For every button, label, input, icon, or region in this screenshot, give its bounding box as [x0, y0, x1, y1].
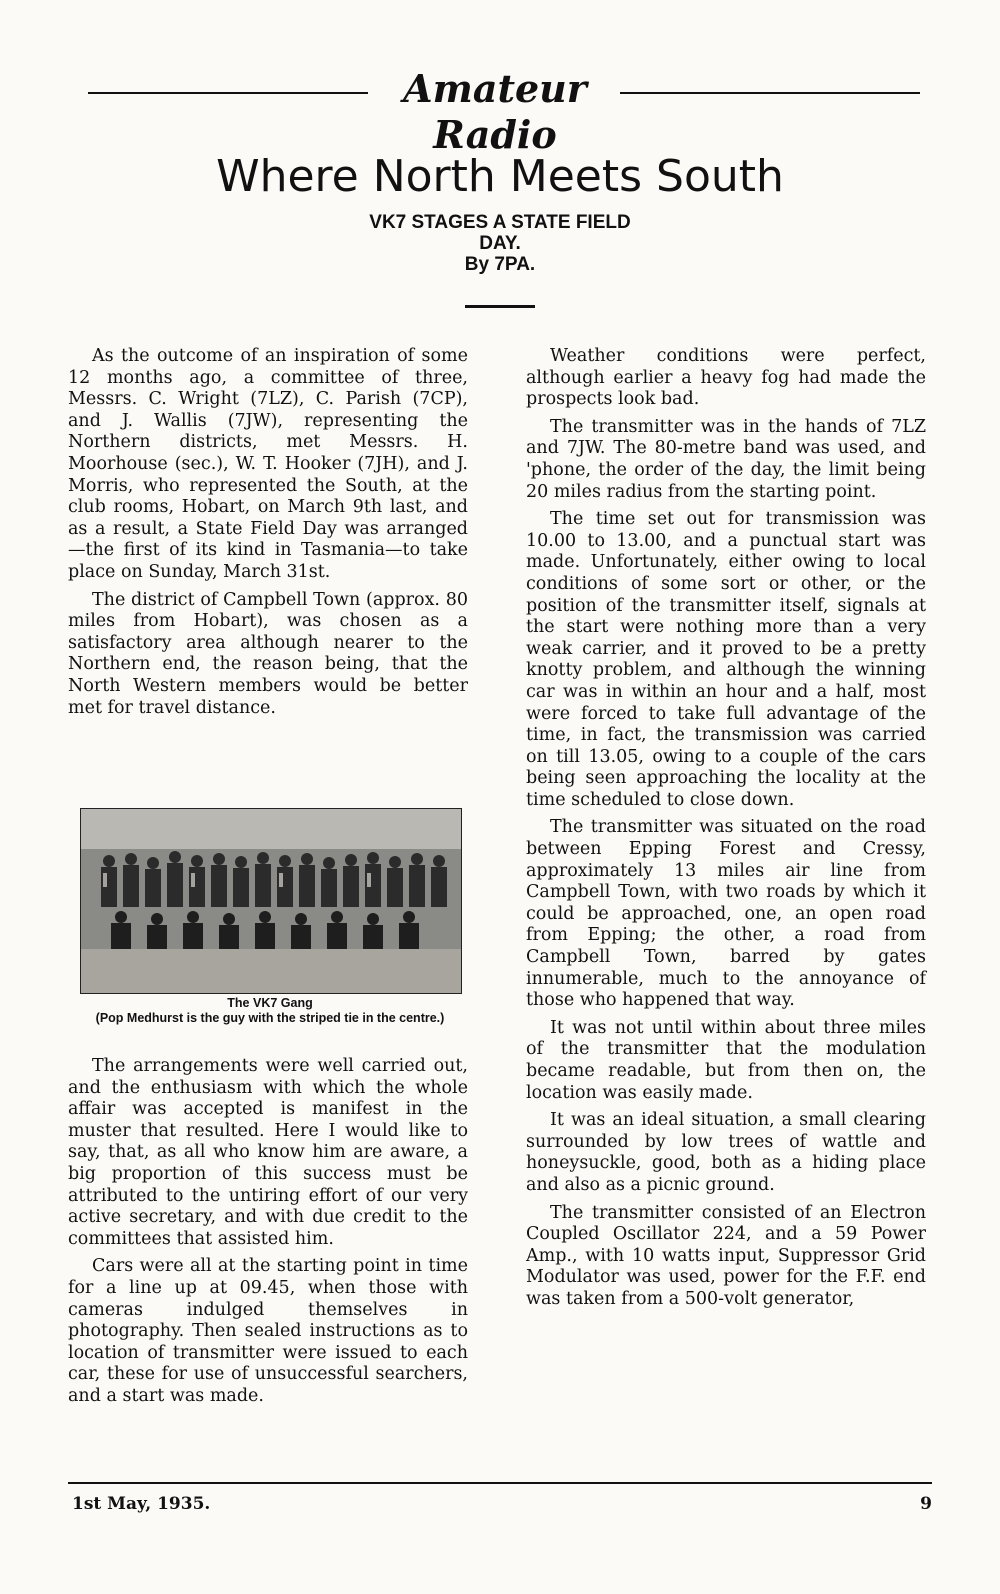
subtitle-line-1: VK7 STAGES A STATE FIELD — [369, 212, 631, 233]
byline: By 7PA. — [464, 254, 536, 275]
group-photo-image — [81, 809, 461, 993]
paragraph: The transmitter consisted of an Electron Coupled Oscillator 224, and a 59 Power Amp., with 10 watts input, Suppressor Grid Modulator was used, power for the F.F. end was taken from a 500-volt generator, — [526, 1202, 926, 1309]
paragraph: The transmitter was in the hands of 7LZ and 7JW. The 80-metre band was used, and 'phone, the order of the day, the limit being 20 miles radius from the starting point. — [526, 416, 926, 502]
caption-text: (Pop Medhurst is the guy with the striped tie in the centre.) — [95, 1011, 445, 1025]
paragraph: The arrangements were well carried out, and the enthusiasm with which the whole affair was accepted is manifest in the muster that resulted. Here I would like to say, that, as all who know him are aware, a big proportion of this success must be attributed to the untiring effort of our very active secretary, and with due credit to the committees that assisted him. — [68, 1056, 468, 1249]
article-subtitle — [0, 212, 1000, 275]
masthead-rule-left — [88, 92, 368, 94]
paragraph: Cars were all at the starting point in time for a line up at 09.45, when those with cameras indulged themselves in photography. Then sealed instructions as to location of transmitter were issued to each car, these for use of unsuccessful searchers, and a start was made. — [68, 1256, 468, 1406]
paragraph: Weather conditions were perfect, although earlier a heavy fog had made the prospects look bad. — [526, 346, 926, 410]
subtitle-line-2: DAY. — [479, 233, 521, 254]
footer-date: 1st May, 1935. — [72, 1494, 211, 1514]
article-title: Where North Meets South — [216, 151, 784, 202]
paragraph: As the outcome of an inspiration of some 12 months ago, a committee of three, Messrs. C. Wright (7LZ), C. Parish (7CP), and J. Wallis (7JW), representing the Northern districts, met Messrs. H. Moorhouse (sec.), W. T. Hooker (7JH), and J. Morris, who represented the South, at the club rooms, Hobart, on March 9th last, and as a result, a State Field Day was arranged—the first of its kind in Tasmania—to take place on Sunday, March 31st. — [68, 346, 468, 582]
caption-title: The VK7 Gang — [227, 996, 313, 1010]
masthead — [88, 64, 920, 157]
masthead-logo: Amateur Radio — [403, 66, 587, 157]
paragraph: It was not until within about three miles of the transmitter that the modulation became readable, but from then on, the location was easily made. — [526, 1017, 926, 1103]
left-column-bottom — [68, 1056, 468, 1414]
right-column — [526, 346, 926, 1317]
group-photo — [80, 808, 462, 994]
title-divider — [465, 305, 535, 308]
paragraph: The time set out for transmission was 10.00 to 13.00, and a punctual start was made. Unfortunately, either owing to local conditions of some sort or other, or the position of the transmitter itself, signals at the start were nothing more than a very weak carrier, and it proved to be a pretty knotty problem, and although the winning car was in within an hour and a half, most were forced to take full advantage of the time, in fact, the transmission was carried on till 13.05, owing to a couple of the cars being seen approaching the locality at the time scheduled to close down. — [526, 509, 926, 810]
masthead-rule-right — [620, 92, 920, 94]
paragraph: The district of Campbell Town (approx. 80 miles from Hobart), was chosen as a satisfactory area although nearer to the Northern end, the reason being, that the North Western members would be better met for travel distance. — [68, 589, 468, 718]
paragraph: It was an ideal situation, a small clearing surrounded by low trees of wattle and honeysuckle, good, both as a hiding place and also as a picnic ground. — [526, 1110, 926, 1195]
photo-caption — [60, 996, 480, 1026]
paragraph: The transmitter was situated on the road between Epping Forest and Cressy, approximately 13 miles air line from Campbell Town, with two roads by which it could be approached, one, an open road from Epping; the other, a road from Campbell Town, barred by gates innumerable, much to the annoyance of those who happened that way. — [526, 817, 926, 1011]
left-column-top — [68, 346, 468, 725]
page-number: 9 — [920, 1494, 932, 1514]
footer-rule — [68, 1482, 932, 1484]
